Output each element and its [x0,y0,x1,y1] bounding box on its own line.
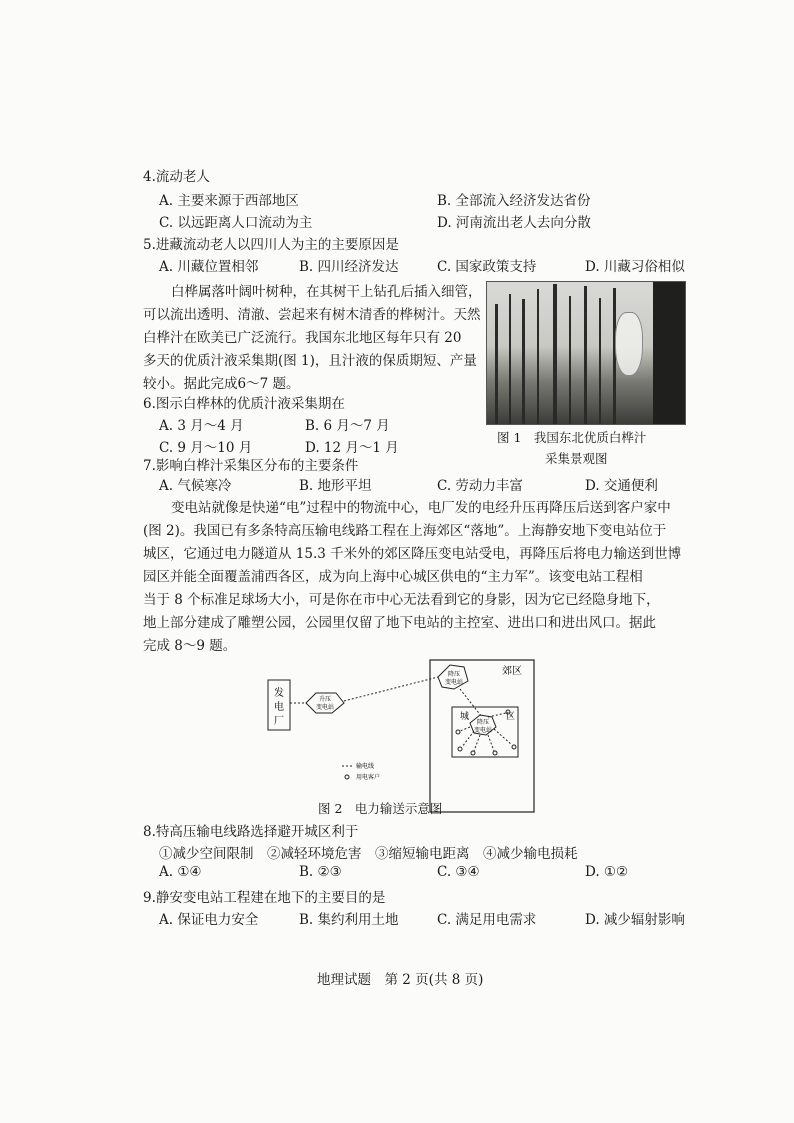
substation-para-line-3: 城区，它通过电力隧道从 15.3 千米外的郊区降压变电站受电，再降压后将电力输送到世博 [143,546,682,562]
q4-option-b: B. 全部流入经济发达省份 [437,193,591,209]
q5-stem: 5.进藏流动老人以四川人为主的主要原因是 [143,237,399,253]
q9-stem: 9.静安变电站工程建在地下的主要目的是 [143,890,386,906]
birch-para-line-4: 多天的优质汁液采集期(图 1)，且汁液的保质期短、产量 [143,353,477,369]
fig1-caption-line-2: 采集景观图 [545,451,608,466]
legend-customer-label: 用电客户 [356,774,381,781]
q5-option-b: B. 四川经济发达 [299,259,399,275]
customer-dot [493,751,497,755]
customer-dot [471,751,475,755]
q6-stem: 6.图示白桦林的优质汁液采集期在 [143,396,345,412]
q7-option-a: A. 气候寒冷 [159,478,232,494]
step-up-label-1: 升压 [318,696,332,703]
legend-customer-symbol [345,775,349,779]
q7-option-d: D. 交通便利 [585,478,658,494]
step-up-label-2: 变电站 [315,704,335,711]
city-step-down-label-1: 降压 [476,719,490,726]
q5-option-a: A. 川藏位置相邻 [159,259,259,275]
power-plant-label-1: 发 [274,688,284,699]
q8-option-a: A. ①④ [159,864,202,880]
suburb-step-down-label-2: 变电站 [444,679,464,686]
suburb-label: 郊区 [502,666,522,677]
power-plant-label-2: 电 [274,702,284,713]
city-label-2: 区 [506,712,516,722]
q6-option-a: A. 3 月～4 月 [159,418,244,434]
q6-option-d: D. 12 月～1 月 [305,440,399,456]
q9-option-c: C. 满足用电需求 [437,912,537,928]
fig1-caption-line-1: 图 1 我国东北优质白桦汁 [497,430,647,445]
substation-para-line-6: 地上部分建成了雕塑公园，公园里仅留了地下电站的主控室、进出口和进出风口。据此 [143,615,656,631]
q8-option-b: B. ②③ [299,864,342,880]
substation-para-line-7: 完成 8～9 题。 [143,638,237,654]
q4-option-c: C. 以远距离人口流动为主 [159,215,313,231]
substation-para-line-1: 变电站就像是快递“电”过程中的物流中心，电厂发的电经升压再降压后送到客户家中 [171,500,671,516]
substation-para-line-4: 园区并能全面覆盖浦西各区，成为向上海中心城区供电的“主力军”。该变电站工程相 [143,569,643,585]
q7-stem: 7.影响白桦汁采集区分布的主要条件 [143,458,359,474]
q9-option-a: A. 保证电力安全 [159,912,259,928]
q7-option-c: C. 劳动力丰富 [437,478,523,494]
q5-option-d: D. 川藏习俗相似 [585,259,685,275]
substation-para-line-2: (图 2)。我国已有多条特高压输电线路工程在上海郊区“落地”。上海静安地下变电站位于 [143,523,667,539]
q4-stem: 4.流动老人 [143,169,210,185]
q9-option-d: D. 减少辐射影响 [585,912,685,928]
city-label-1: 城 [460,712,470,722]
birch-para-line-5: 较小。据此完成6～7 题。 [143,376,300,392]
suburb-step-down-label-1: 降压 [447,671,461,678]
customer-dot [456,730,460,734]
page-footer: 地理试题 第 2 页(共 8 页) [317,972,484,988]
q7-option-b: B. 地形平坦 [299,478,372,494]
q8-option-d: D. ①② [585,864,629,880]
birch-forest-photo [486,281,686,425]
birch-para-line-2: 可以流出透明、清澈、尝起来有树木清香的桦树汁。天然 [143,307,481,323]
birch-para-line-1: 白桦属落叶阔叶树种，在其树干上钻孔后插入细管， [171,284,482,300]
substation-para-line-5: 当于 8 个标准足球场大小，可是你在市中心无法看到它的身影，因为它已经隐身地下， [143,592,660,608]
power-transmission-diagram [260,655,540,815]
q8-statements: ①减少空间限制 ②减轻环境危害 ③缩短输电距离 ④减少输电损耗 [159,846,578,862]
q4-option-a: A. 主要来源于西部地区 [159,193,299,209]
q6-option-b: B. 6 月～7 月 [305,418,390,434]
city-step-down-label-2: 变电站 [473,727,493,734]
q9-option-b: B. 集约利用土地 [299,912,399,928]
q8-option-c: C. ③④ [437,864,480,880]
birch-para-line-3: 白桦汁在欧美已广泛流行。我国东北地区每年只有 20 [143,330,462,346]
q5-option-c: C. 国家政策支持 [437,259,537,275]
q6-option-c: C. 9 月～10 月 [159,440,253,456]
q4-option-d: D. 河南流出老人去向分散 [437,215,591,231]
q8-stem: 8.特高压输电线路选择避开城区利于 [143,824,359,840]
customer-dot [458,747,462,751]
fig2-caption: 图 2 电力输送示意图 [318,801,443,816]
customer-dot [512,745,516,749]
legend-line-label: 输电线 [356,763,375,770]
power-plant-label-3: 厂 [274,716,284,727]
